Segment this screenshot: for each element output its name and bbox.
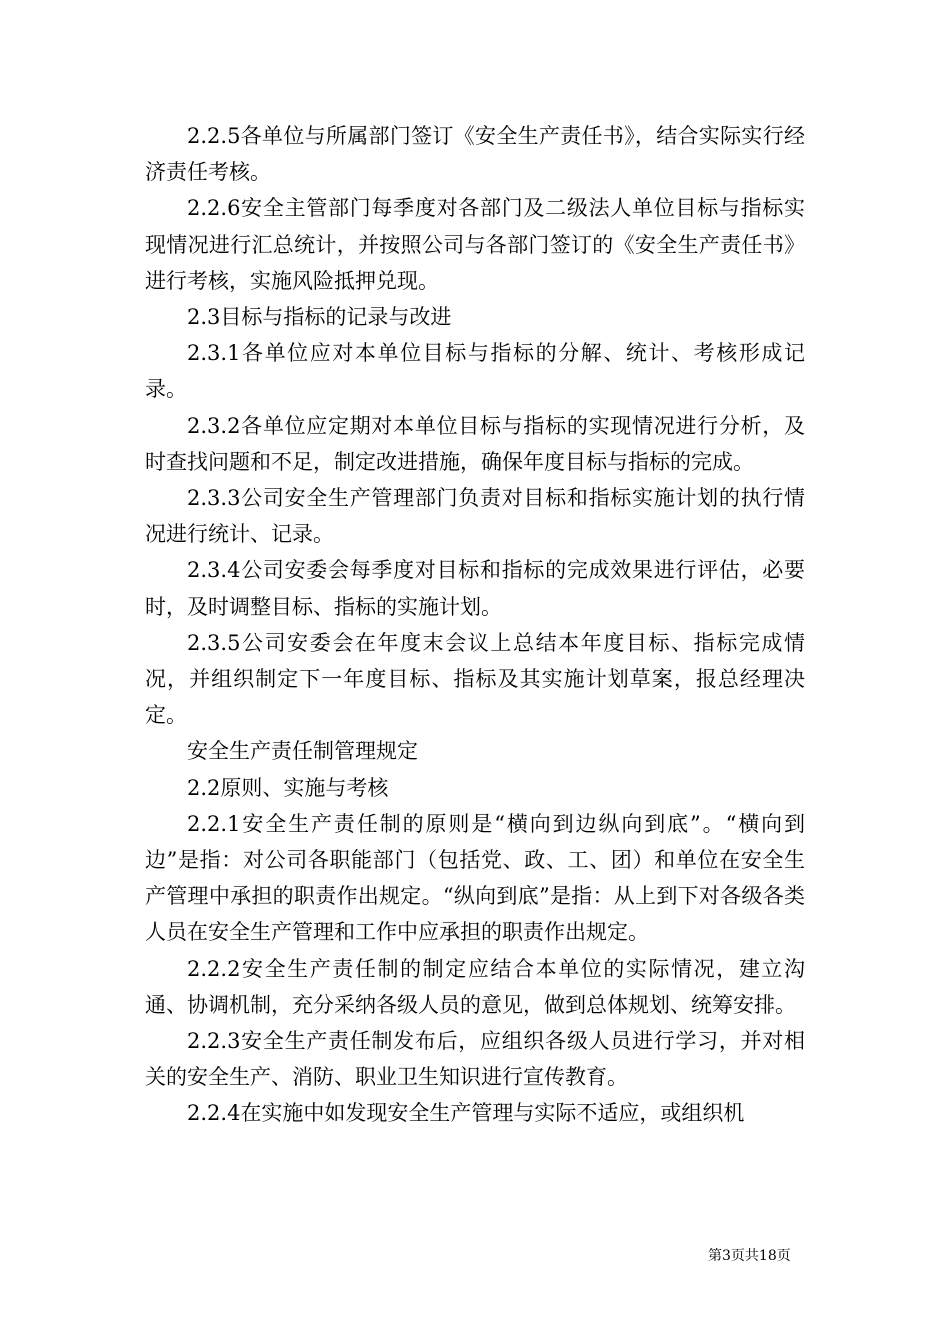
paragraph: 2.2.1安全生产责任制的原则是“横向到边纵向到底”。“横向到边”是指：对公司各职能部门（包括党、政、工、团）和单位在安全生产管理中承担的职责作出规定。“纵向到底”是指：从上到下对各级各类人员在安全生产管理和工作中应承担的职责作出规定。: [145, 811, 805, 945]
paragraph: 2.2.6安全主管部门每季度对各部门及二级法人单位目标与指标实现情况进行汇总统计，并按照公司与各部门签订的《安全生产责任书》进行考核，实施风险抵押兑现。: [145, 196, 805, 293]
paragraph: 2.2.4在实施中如发现安全生产管理与实际不适应，或组织机: [187, 1101, 745, 1126]
paragraph: 2.3.3公司安全生产管理部门负责对目标和指标实施计划的执行情况进行统计、记录。: [145, 486, 805, 547]
paragraph: 2.3.2各单位应定期对本单位目标与指标的实现情况进行分析，及时查找问题和不足，制定改进措施，确保年度目标与指标的完成。: [145, 413, 805, 474]
section-heading: 2.2原则、实施与考核: [187, 775, 389, 800]
paragraph: 2.3.5公司安委会在年度末会议上总结本年度目标、指标完成情况，并组织制定下一年度目标、指标及其实施计划草案，报总经理决定。: [145, 630, 805, 728]
document-title: 安全生产责任制管理规定: [187, 739, 418, 764]
paragraph: 2.2.3安全生产责任制发布后，应组织各级人员进行学习，并对相关的安全生产、消防、职业卫生知识进行宣传教育。: [145, 1029, 805, 1090]
section-heading: 2.3目标与指标的记录与改进: [187, 305, 452, 330]
paragraph: 2.2.5各单位与所属部门签订《安全生产责任书》，结合实际实行经济责任考核。: [145, 124, 805, 185]
document-body: [145, 118, 805, 1132]
paragraph: 2.3.1各单位应对本单位目标与指标的分解、统计、考核形成记录。: [145, 341, 805, 402]
paragraph: 2.3.4公司安委会每季度对目标和指标的完成效果进行评估，必要时，及时调整目标、指标的实施计划。: [145, 558, 805, 619]
paragraph: 2.2.2安全生产责任制的制定应结合本单位的实际情况，建立沟通、协调机制，充分采纳各级人员的意见，做到总体规划、统筹安排。: [145, 956, 805, 1017]
page-number: 第3页共18页: [708, 1248, 791, 1264]
